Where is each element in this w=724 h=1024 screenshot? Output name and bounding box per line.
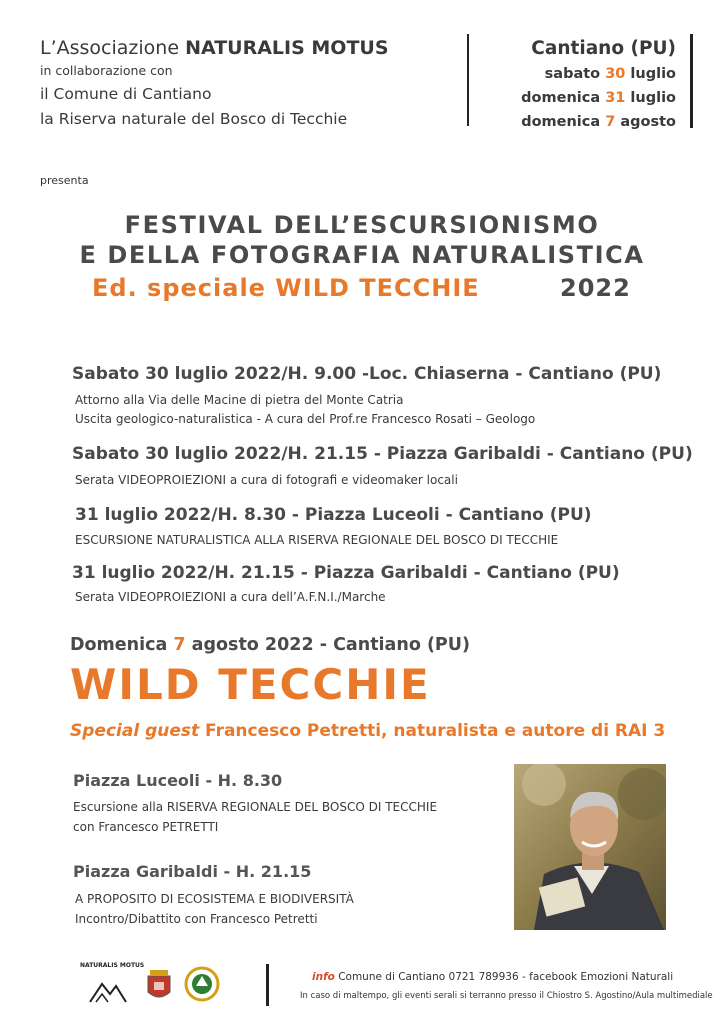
wild-tecchie-heading: WILD TECCHIE (70, 660, 431, 709)
header-right-rule (690, 34, 693, 128)
date-line: domenica 7 agosto (521, 114, 676, 130)
program-title: Piazza Garibaldi - H. 21.15 (73, 862, 312, 881)
header-left (40, 36, 460, 132)
org-prefix: L’Associazione (40, 37, 186, 59)
program-desc: A PROPOSITO DI ECOSISTEMA E BIODIVERSITÀ (75, 892, 354, 906)
riserva-logo-icon (184, 966, 220, 1002)
header-divider (467, 34, 469, 126)
event-title: 31 luglio 2022/H. 21.15 - Piazza Garibaldi - Cantiano (PU) (72, 563, 620, 583)
program-desc: Escursione alla RISERVA REGIONALE DEL BOSCO DI TECCHIE (73, 800, 438, 814)
presenta-text: presenta (40, 174, 89, 187)
footer-logos (80, 962, 230, 1008)
naturalis-logo-text: NATURALIS MOTUS (80, 962, 145, 969)
program-title: Piazza Luceoli - H. 8.30 (73, 771, 283, 790)
municipal-crest-icon (144, 968, 174, 1004)
date-line: sabato 30 luglio (544, 66, 676, 82)
comune-text: il Comune di Cantiano (40, 85, 212, 103)
event-title: 31 luglio 2022/H. 8.30 - Piazza Luceoli - Cantiano (PU) (75, 505, 592, 525)
event-desc: ESCURSIONE NATURALISTICA ALLA RISERVA REGIONALE DEL BOSCO DI TECCHIE (75, 533, 559, 547)
title-line-2: E DELLA FOTOGRAFIA NATURALISTICA (79, 241, 645, 269)
program-desc: con Francesco PETRETTI (73, 820, 219, 834)
title-line-1: FESTIVAL DELL’ESCURSIONISMO (124, 211, 600, 239)
info-label: info (312, 971, 335, 983)
footer-info (312, 971, 673, 983)
program-desc: Incontro/Dibattito con Francesco Petretti (75, 912, 318, 926)
date-line: domenica 31 luglio (521, 90, 676, 106)
guest-photo (514, 764, 666, 930)
footer-note: In caso di maltempo, gli eventi serali si terranno presso il Chiostro S. Agostino/Aula multimediale (300, 991, 713, 1001)
collab-text: in collaborazione con (40, 63, 173, 78)
edition-year: 2022 (560, 274, 631, 302)
special-date: Domenica 7 agosto 2022 - Cantiano (PU) (70, 635, 470, 655)
event-desc: Serata VIDEOPROIEZIONI a cura di fotografi e videomaker locali (75, 473, 458, 487)
special-guest (70, 721, 665, 741)
riserva-text: la Riserva naturale del Bosco di Tecchie (40, 110, 348, 128)
org-name: NATURALIS MOTUS (185, 37, 389, 59)
info-text: Comune di Cantiano 0721 789936 - facebook Emozioni Naturali (334, 971, 674, 983)
footer-divider (266, 964, 269, 1006)
event-title: Sabato 30 luglio 2022/H. 21.15 - Piazza Garibaldi - Cantiano (PU) (72, 444, 693, 464)
town: Cantiano (PU) (531, 38, 676, 59)
guest-label: Special guest (70, 721, 200, 741)
edition-label: Ed. speciale WILD TECCHIE (92, 274, 480, 302)
event-title: Sabato 30 luglio 2022/H. 9.00 -Loc. Chiaserna - Cantiano (PU) (72, 364, 662, 384)
guest-name: Francesco Petretti, naturalista e autore di RAI 3 (199, 721, 666, 741)
event-desc: Serata VIDEOPROIEZIONI a cura dell’A.F.N.I./Marche (75, 590, 386, 604)
naturalis-logo-icon (88, 976, 128, 1004)
event-desc: Uscita geologico-naturalistica - A cura del Prof.re Francesco Rosati – Geologo (75, 412, 536, 426)
header-right (521, 36, 676, 134)
organizer (40, 36, 460, 60)
festival-title (0, 210, 724, 270)
event-desc: Attorno alla Via delle Macine di pietra del Monte Catria (75, 393, 404, 407)
